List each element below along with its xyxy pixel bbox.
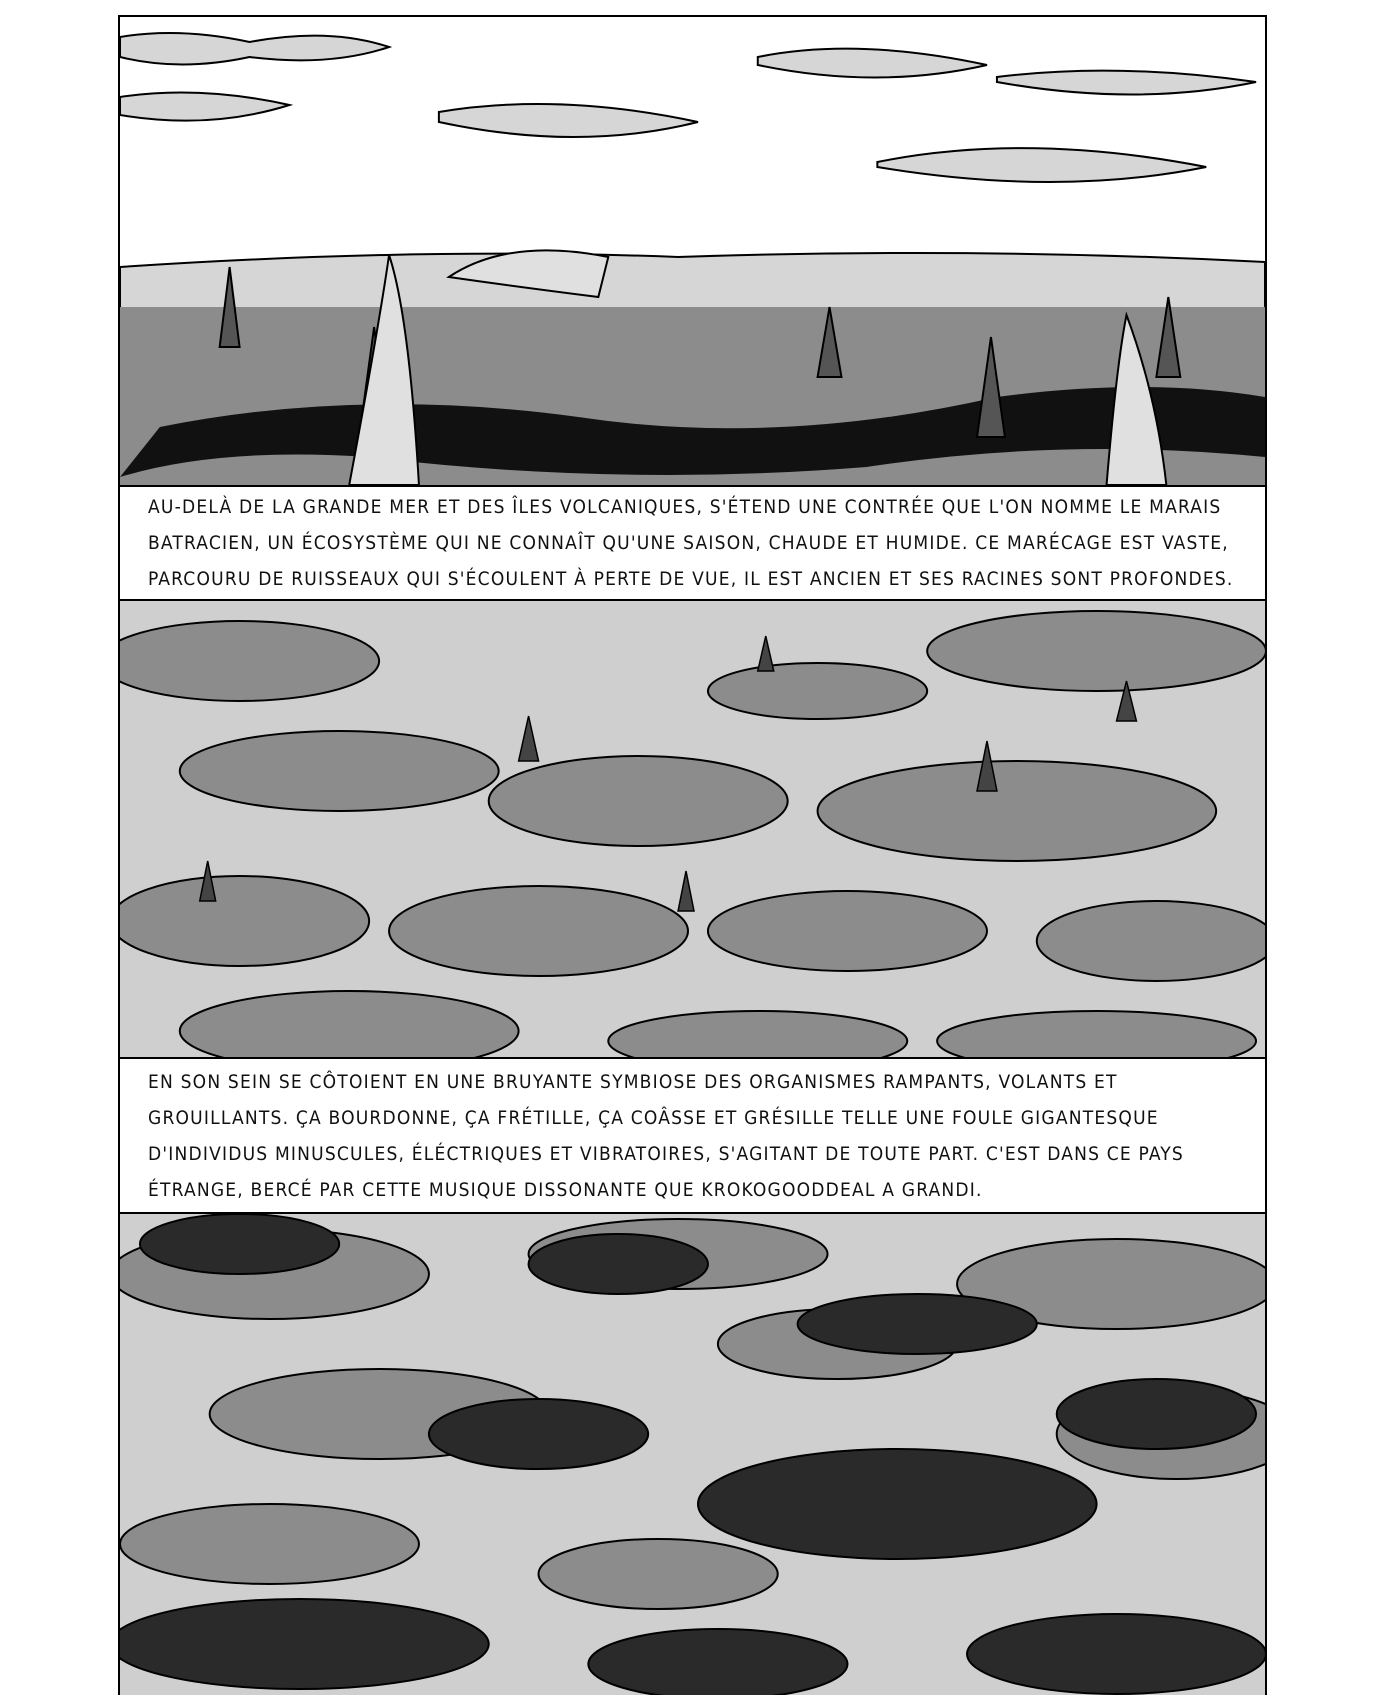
narration-caption-2 [120,1057,1265,1214]
comic-page [118,15,1267,1695]
caption-text: EN SON SEIN SE CÔTOIENT EN UNE BRUYANTE SYMBIOSE DES ORGANISMES RAMPANTS, VOLANTS ET GROUILLANTS. ÇA BOURDONNE, ÇA FRÉTILLE, ÇA COÂSSE ET GRÉSILLE TELLE UNE FOULE GIGANTESQUE D'INDIVIDUS MINUSCULES, ÉLÉCTRIQUES ET VIBRATOIRES, S'AGITANT DE TOUTE PART. C'EST DANS CE PAYS ÉTRANGE, BERCÉ PAR CETTE MUSIQUE DISSONANTE QUE KROKOGOODDEAL A GRANDI. [148,1070,1184,1201]
swamp-grasses-illustration [120,1214,1265,1695]
panel-swamp-grasses [120,1214,1265,1695]
swamp-islands-illustration [120,601,1265,1057]
narration-caption-1 [120,485,1265,601]
swamp-horizon-illustration [120,17,1265,485]
panel-swamp-islands [120,601,1265,1057]
caption-text: AU-DELÀ DE LA GRANDE MER ET DES ÎLES VOLCANIQUES, S'ÉTEND UNE CONTRÉE QUE L'ON NOMME LE MARAIS BATRACIEN, UN ÉCOSYSTÈME QUI NE CONNAÎT QU'UNE SAISON, CHAUDE ET HUMIDE. CE MARÉCAGE EST VASTE, PARCOURU DE RUISSEAUX QUI S'ÉCOULENT À PERTE DE VUE, IL EST ANCIEN ET SES RACINES SONT PROFONDES. [148,496,1234,590]
panel-swamp-horizon [120,17,1265,485]
